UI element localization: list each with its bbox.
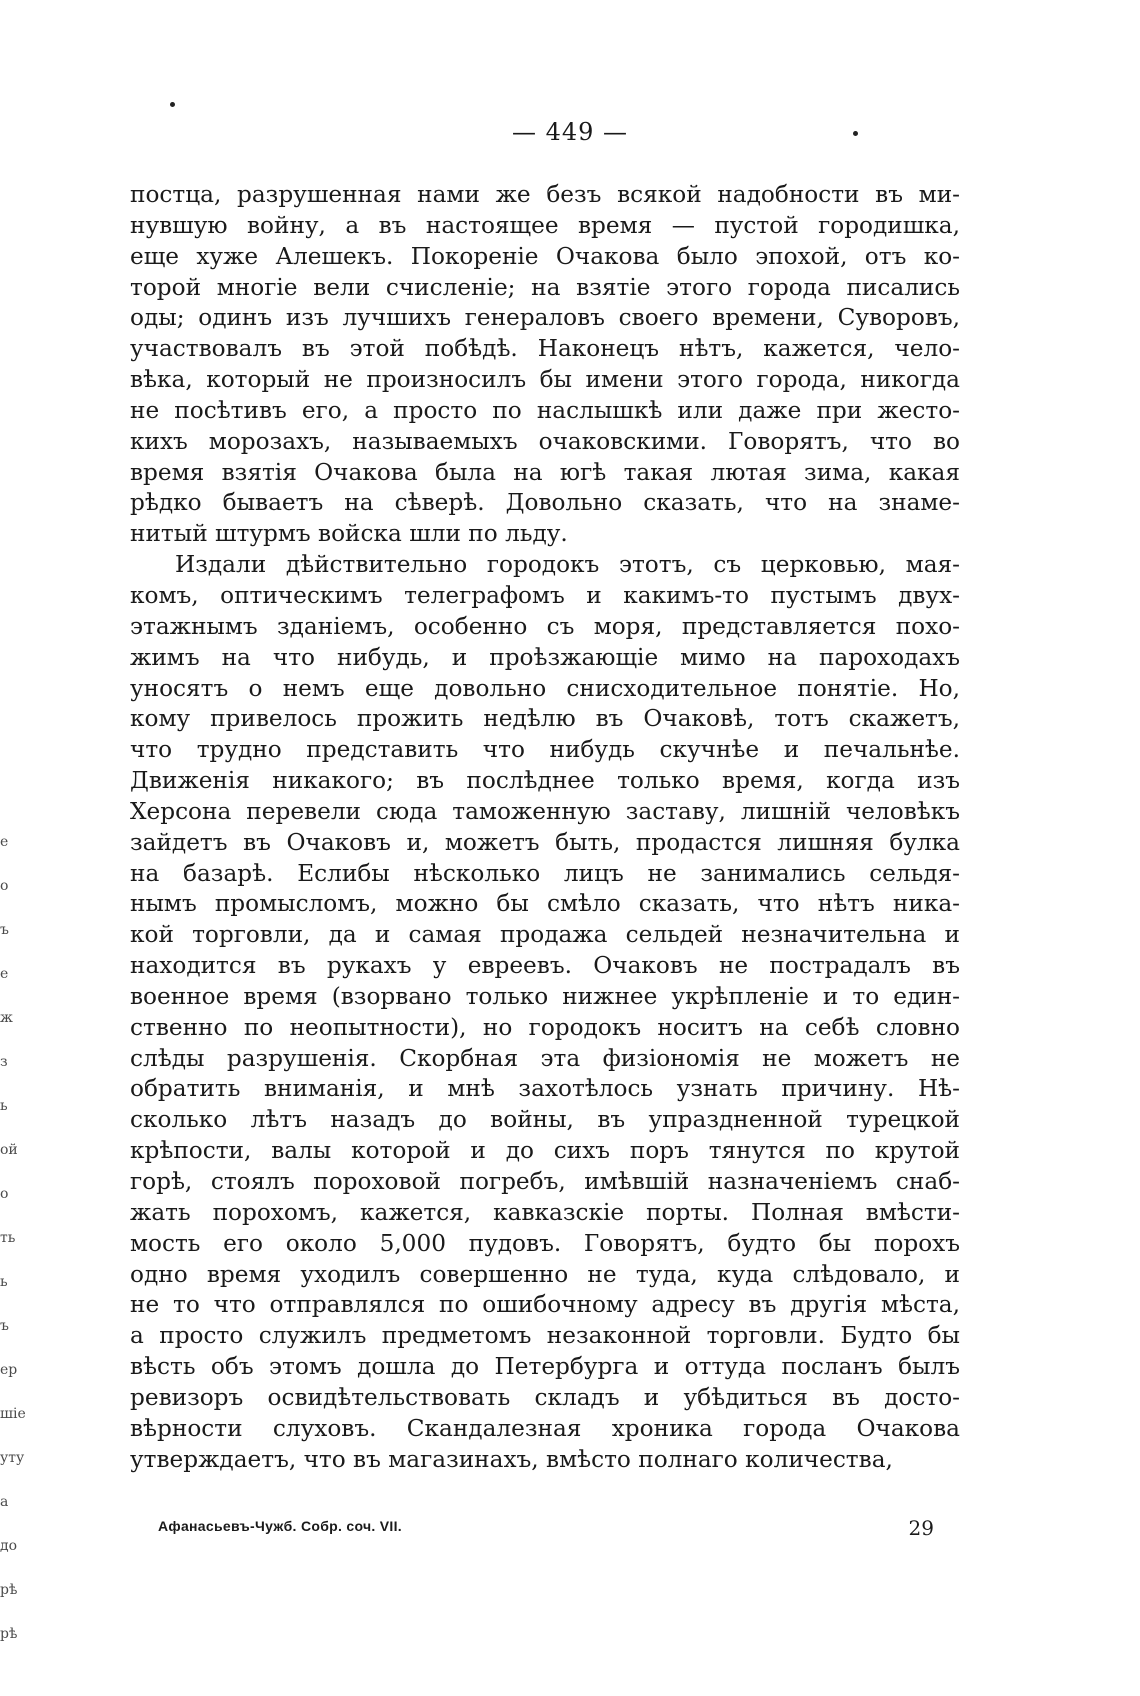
text-line: кой торговли, да и самая продажа сельдей незначительна и	[130, 921, 960, 949]
text-line: зайдетъ въ Очаковъ и, можетъ быть, продастся лишняя булка	[130, 828, 960, 856]
bleed-fragment: рѣ	[0, 1582, 18, 1598]
bleed-fragment: ж	[0, 1010, 13, 1026]
text-line: комъ, оптическимъ телеграфомъ и какимъ-то пустымъ двух-	[130, 581, 960, 609]
text-line: нитый штурмъ войска шли по льду.	[130, 520, 568, 548]
text-line: не посѣтивъ его, а просто по наслышкѣ или даже при жесто-	[130, 396, 960, 424]
text-line: Издали дѣйствительно городокъ этотъ, съ церковью, мая-	[175, 551, 960, 579]
text-line: ревизоръ освидѣтельствовать складъ и убѣдиться въ досто-	[130, 1383, 960, 1411]
text-line: находится въ рукахъ у евреевъ. Очаковъ не пострадалъ въ	[130, 952, 960, 980]
bleed-fragment: ть	[0, 1230, 16, 1246]
bleed-fragment: уту	[0, 1450, 25, 1466]
text-line: обратить вниманія, и мнѣ захотѣлось узнать причину. Нѣ-	[130, 1075, 960, 1103]
text-line: крѣпости, валы которой и до сихъ поръ тянутся по крутой	[130, 1137, 960, 1165]
text-line: оды; одинъ изъ лучшихъ генераловъ своего времени, Суворовъ,	[130, 304, 960, 332]
bleed-fragment: шіе	[0, 1406, 26, 1422]
text-line: вѣка, который не произносилъ бы имени этого города, никогда	[130, 366, 960, 394]
text-line: ственно по неопытности), но городокъ носитъ на себѣ словно	[130, 1013, 960, 1041]
bleed-fragment: ь	[0, 1274, 8, 1290]
bleed-fragment: а	[0, 1494, 9, 1510]
printer-signature: Афанасьевъ-Чужб. Собр. соч. VII.	[158, 1518, 402, 1534]
text-line: а просто служилъ предметомъ незаконной торговли. Будто бы	[130, 1322, 960, 1350]
margin-bleed-through	[0, 820, 32, 1656]
text-line: не то что отправлялся по ошибочному адресу въ другія мѣста,	[130, 1291, 960, 1319]
text-line: нувшую войну, а въ настоящее время — пустой городишка,	[130, 211, 960, 239]
text-line: военное время (взорвано только нижнее укрѣпленіе и то един-	[130, 982, 960, 1010]
text-line: жимъ на что нибудь, и проѣзжающіе мимо на пароходахъ	[130, 643, 960, 671]
text-line: еще хуже Алешекъ. Покореніе Очакова было эпохой, отъ ко-	[130, 242, 960, 270]
text-line: Херсона перевели сюда таможенную заставу, лишній человѣкъ	[130, 797, 960, 825]
bleed-fragment: о	[0, 878, 9, 894]
text-line: жать порохомъ, кажется, кавказскіе порты. Полная вмѣсти-	[130, 1198, 960, 1226]
paragraph	[130, 550, 960, 1475]
text-line: одно время уходилъ совершенно не туда, куда слѣдовало, и	[130, 1260, 960, 1288]
text-line: нымъ промысломъ, можно бы смѣло сказать, что нѣтъ ника-	[130, 890, 960, 918]
bleed-fragment: з	[0, 1054, 8, 1070]
text-line: кихъ морозахъ, называемыхъ очаковскими. Говорятъ, что во	[130, 427, 960, 455]
bleed-fragment: ой	[0, 1142, 18, 1158]
text-line: горѣ, стоялъ пороховой погребъ, имѣвшій назначеніемъ снаб-	[130, 1168, 960, 1195]
text-line: постца, разрушенная нами же безъ всякой надобности въ ми-	[130, 181, 960, 208]
text-line: этажнымъ зданіемъ, особенно съ моря, представляется похо-	[130, 612, 960, 640]
paragraph	[130, 180, 960, 550]
body-text	[130, 180, 960, 1475]
text-line: на базарѣ. Еслибы нѣсколько лицъ не занимались сельдя-	[130, 859, 960, 887]
bleed-fragment: е	[0, 966, 9, 982]
text-line: участвовалъ въ этой побѣдѣ. Наконецъ нѣтъ, кажется, чело-	[130, 335, 960, 363]
bleed-fragment: рѣ	[0, 1626, 18, 1642]
text-line: кому привелось прожить недѣлю въ Очаковѣ, тотъ скажетъ,	[130, 705, 960, 733]
text-line: мость его около 5,000 пудовъ. Говорятъ, будто бы порохъ	[130, 1229, 960, 1257]
bleed-fragment: ъ	[0, 1318, 9, 1334]
ink-speck	[853, 131, 858, 136]
page-number: — 449 —	[511, 118, 629, 146]
text-line: время взятія Очакова была на югѣ такая лютая зима, какая	[130, 458, 960, 486]
sheet-number: 29	[908, 1516, 934, 1540]
text-line: Движенія никакого; въ послѣднее только время, когда изъ	[130, 767, 960, 795]
text-line: утверждаетъ, что въ магазинахъ, вмѣсто полнаго количества,	[130, 1445, 893, 1473]
text-line: сколько лѣтъ назадъ до войны, въ упраздненной турецкой	[130, 1106, 960, 1134]
bleed-fragment: о	[0, 1186, 9, 1202]
bleed-fragment: до	[0, 1538, 18, 1554]
text-line: вѣсть объ этомъ дошла до Петербурга и оттуда посланъ былъ	[130, 1353, 960, 1381]
text-line: рѣдко бываетъ на сѣверѣ. Довольно сказать, что на знаме-	[130, 489, 960, 517]
text-line: что трудно представить что нибудь скучнѣе и печальнѣе.	[130, 736, 960, 764]
bleed-fragment: ер	[0, 1362, 18, 1378]
bleed-fragment: е	[0, 834, 9, 850]
text-line: уносятъ о немъ еще довольно снисходительное понятіе. Но,	[130, 674, 960, 702]
text-line: торой многіе вели счисленіе; на взятіе этого города писались	[130, 273, 960, 301]
ink-speck	[170, 102, 175, 107]
bleed-fragment: ъ	[0, 922, 9, 938]
text-line: вѣрности слуховъ. Скандалезная хроника города Очакова	[130, 1414, 960, 1442]
bleed-fragment: ь	[0, 1098, 8, 1114]
text-line: слѣды разрушенія. Скорбная эта физіономія не можетъ не	[130, 1044, 960, 1072]
